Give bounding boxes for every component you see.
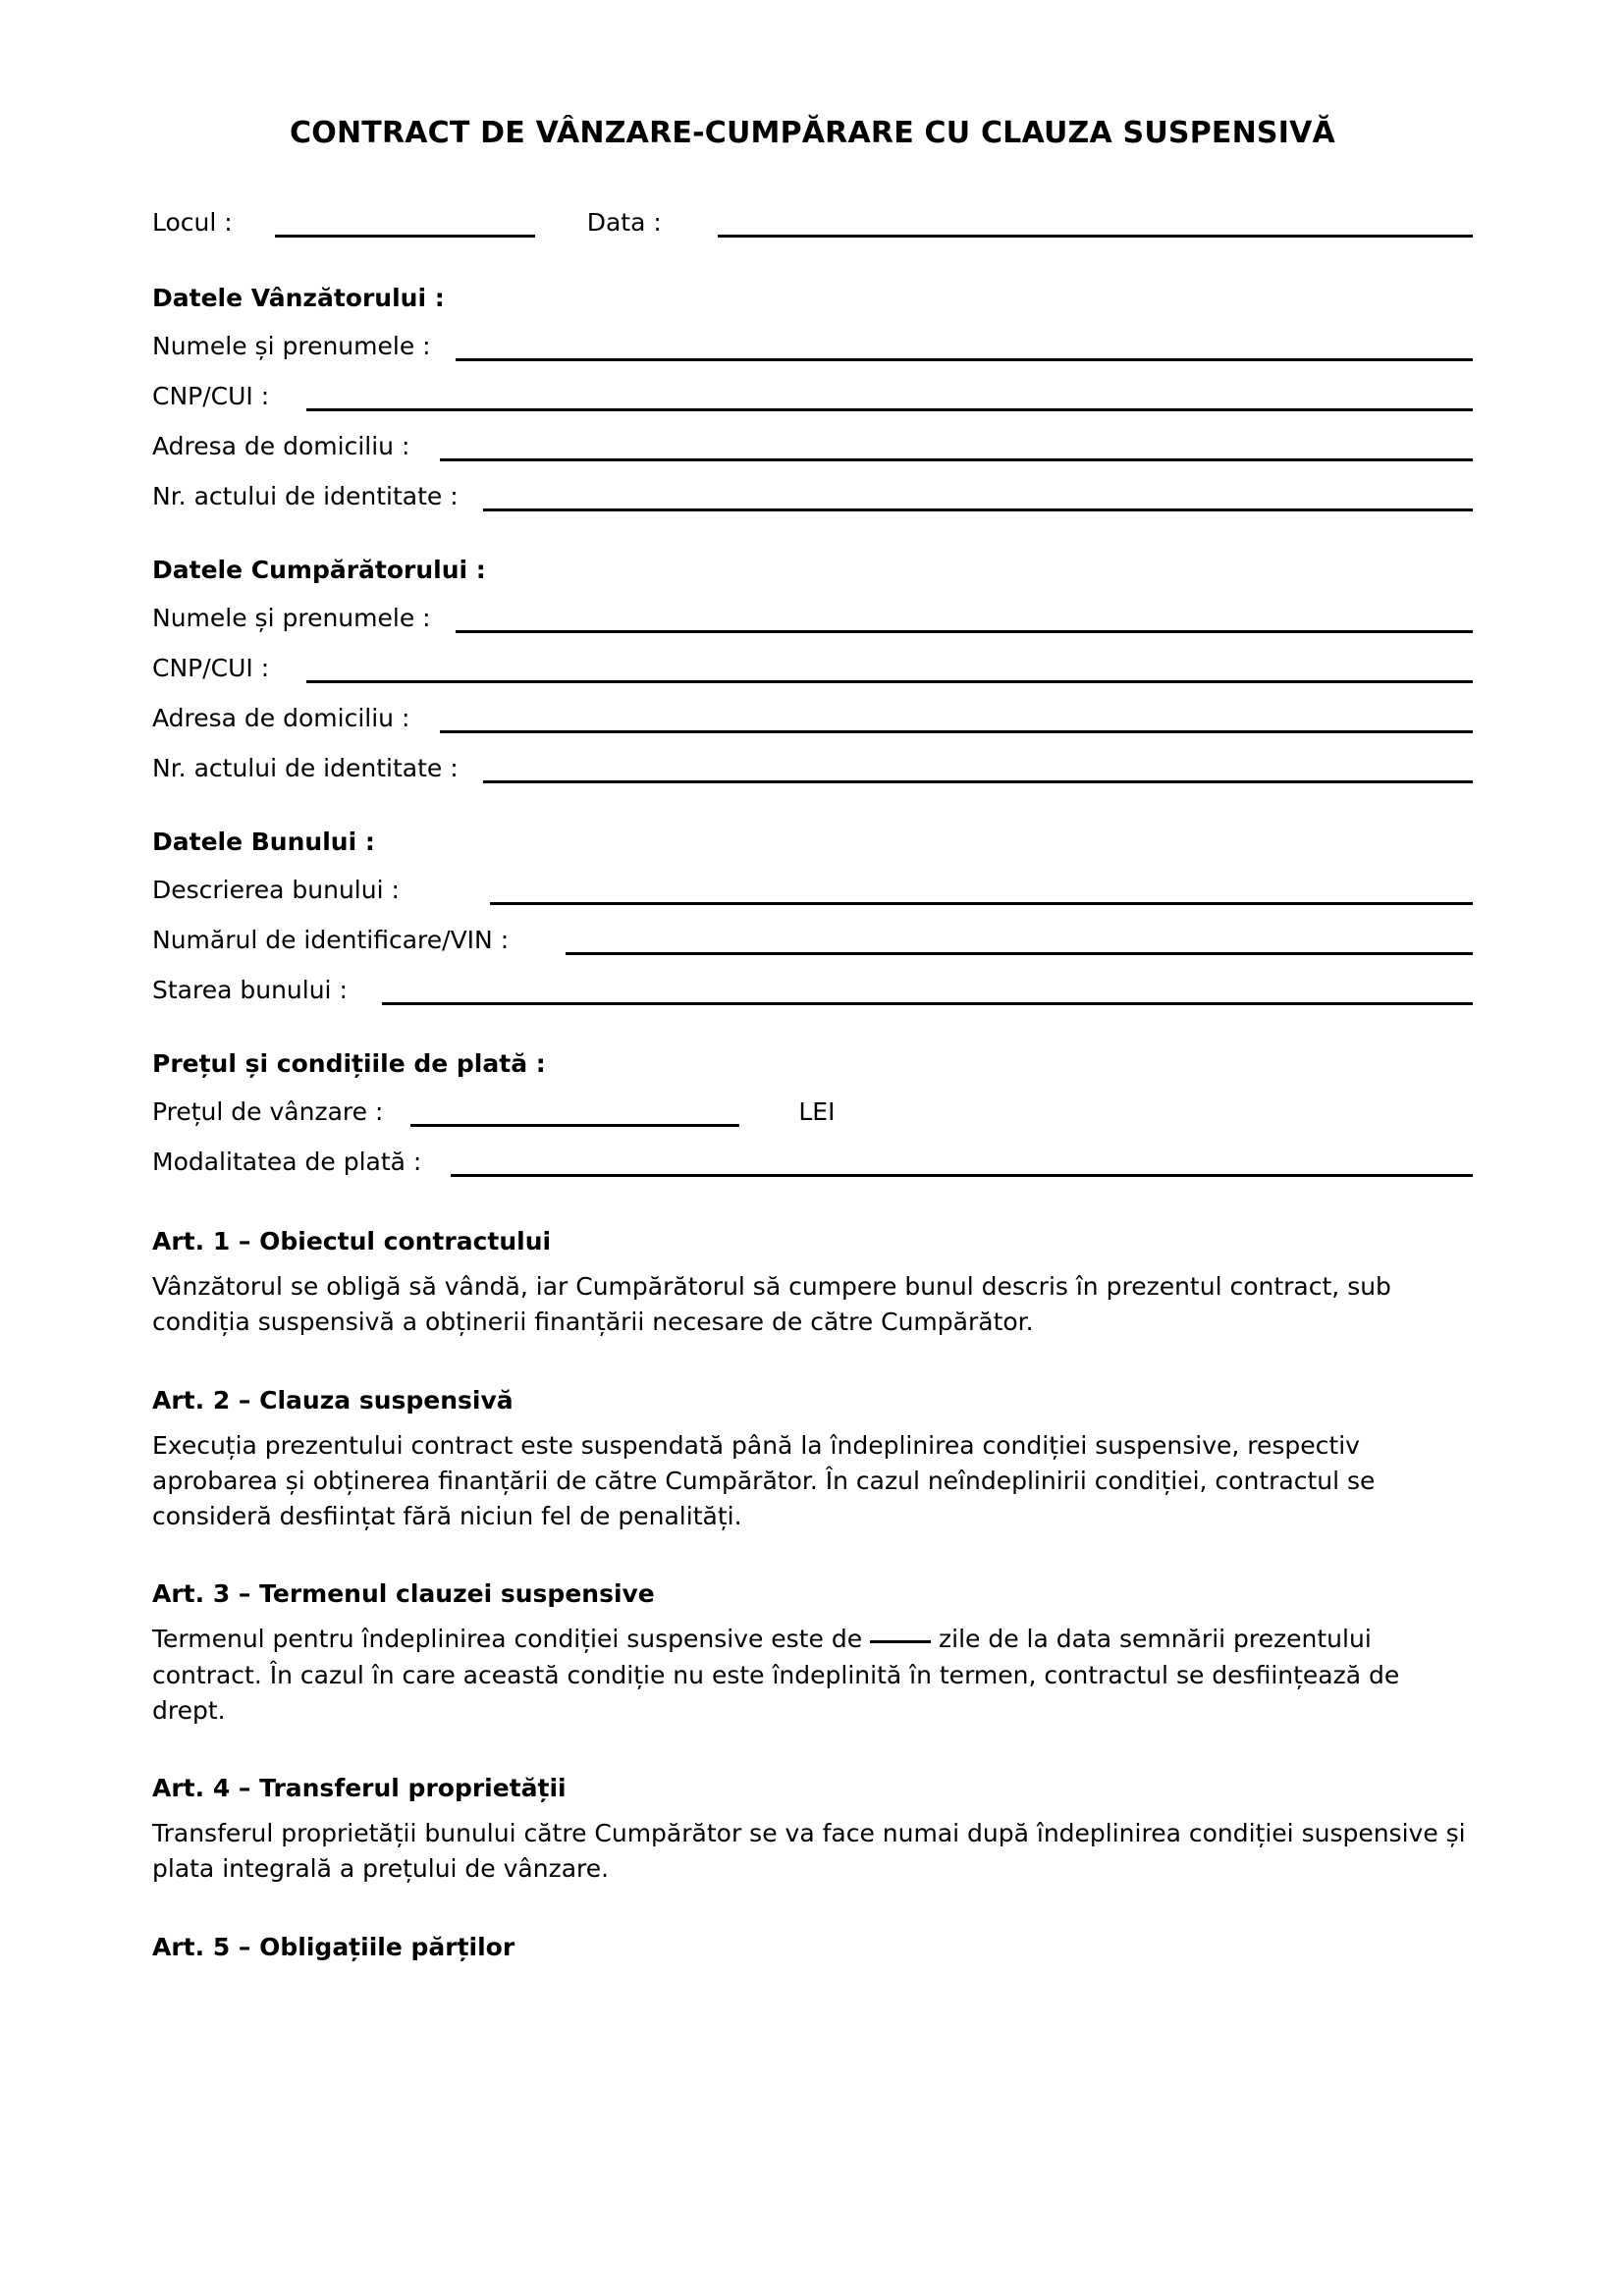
field-row-buyer-name	[152, 606, 1473, 630]
article-3-days-blank[interactable]	[870, 1640, 931, 1643]
article-heading-2: Art. 2 – Clauza suspensivă	[152, 1385, 514, 1415]
price-input-rule[interactable]	[410, 1124, 739, 1127]
field-input-rule[interactable]	[440, 458, 1473, 461]
field-label: Starea bunului :	[152, 976, 348, 1004]
section-heading-seller: Datele Vânzătorului :	[152, 284, 445, 312]
field-row-seller-name	[152, 334, 1473, 358]
field-label: Numele și prenumele :	[152, 604, 431, 632]
field-row-buyer-address	[152, 706, 1473, 730]
field-input-rule[interactable]	[483, 780, 1473, 783]
currency-label: LEI	[798, 1097, 836, 1126]
field-label: Prețul de vânzare :	[152, 1097, 384, 1126]
field-label: Nr. actului de identitate :	[152, 754, 459, 782]
field-label: Adresa de domiciliu :	[152, 704, 410, 732]
field-label: Numele și prenumele :	[152, 332, 431, 360]
field-input-rule[interactable]	[306, 408, 1473, 411]
field-row-seller-cnp	[152, 384, 1473, 408]
article-3-text-part1: Termenul pentru îndeplinirea condiției suspensive este de	[152, 1625, 863, 1654]
field-row-buyer-id	[152, 756, 1473, 780]
field-label: CNP/CUI :	[152, 654, 270, 682]
field-label: Nr. actului de identitate :	[152, 482, 459, 510]
section-heading-price: Prețul și condițiile de plată :	[152, 1049, 546, 1078]
field-row-seller-id	[152, 484, 1473, 508]
header-fields-row	[152, 208, 1473, 237]
article-3-text-part2: zile de la data semnării prezentului contract. În cazul în care această condiție nu este îndeplinită în termen, contractul se desființează de drept.	[152, 1625, 1400, 1725]
data-input-rule[interactable]	[718, 235, 1473, 238]
field-input-rule[interactable]	[456, 358, 1473, 361]
field-label: Descrierea bunului :	[152, 876, 400, 904]
article-body-4: Transferul proprietății bunului către Cumpărător se va face numai după îndeplinirea condiției suspensive și plata integrală a prețului de vânzare.	[152, 1819, 1466, 1884]
field-input-rule[interactable]	[456, 630, 1473, 633]
article-heading-3: Art. 3 – Termenul clauzei suspensive	[152, 1579, 655, 1609]
locul-input-rule[interactable]	[275, 235, 535, 238]
field-label: Numărul de identificare/VIN :	[152, 926, 510, 954]
field-input-rule[interactable]	[451, 1174, 1473, 1177]
data-label: Data :	[586, 208, 662, 237]
field-label: Adresa de domiciliu :	[152, 432, 410, 460]
field-input-rule[interactable]	[566, 952, 1473, 955]
field-input-rule[interactable]	[306, 680, 1473, 683]
article-heading-1: Art. 1 – Obiectul contractului	[152, 1227, 552, 1255]
field-input-rule[interactable]	[440, 730, 1473, 733]
section-heading-goods: Datele Bunului :	[152, 828, 375, 856]
locul-label: Locul :	[152, 208, 233, 237]
article-body-2: Execuția prezentului contract este suspendată până la îndeplinirea condiției suspensive, respectiv aprobarea și obținerea finanțării de către Cumpărător. În cazul neîndeplinirii condiției, contractul se consideră desființat fără niciun fel de penalități.	[152, 1430, 1376, 1530]
field-row-payment-method	[152, 1149, 1473, 1174]
field-row-seller-address	[152, 434, 1473, 458]
field-row-goods-description	[152, 878, 1473, 902]
article-heading-5: Art. 5 – Obligațiile părților	[152, 1932, 515, 1961]
field-row-buyer-cnp	[152, 656, 1473, 680]
article-heading-4: Art. 4 – Transferul proprietății	[152, 1774, 567, 1802]
article-body-1: Vânzătorul se obligă să vândă, iar Cumpărătorul să cumpere bunul descris în prezentul contract, sub condiția suspensivă a obținerii finanțării necesare de către Cumpărător.	[152, 1272, 1391, 1337]
field-input-rule[interactable]	[483, 508, 1473, 511]
field-row-goods-condition	[152, 978, 1473, 1002]
field-input-rule[interactable]	[382, 1002, 1473, 1005]
field-row-goods-vin	[152, 928, 1473, 952]
section-heading-buyer: Datele Cumpărătorului :	[152, 556, 486, 584]
field-row-price	[152, 1099, 1473, 1124]
field-input-rule[interactable]	[490, 902, 1473, 905]
field-label: Modalitatea de plată :	[152, 1148, 422, 1176]
field-label: CNP/CUI :	[152, 382, 270, 410]
document-body	[152, 0, 1473, 1959]
article-body-3	[152, 1622, 1473, 1729]
page-title: CONTRACT DE VÂNZARE-CUMPĂRARE CU CLAUZA SUSPENSIVĂ	[290, 116, 1335, 150]
